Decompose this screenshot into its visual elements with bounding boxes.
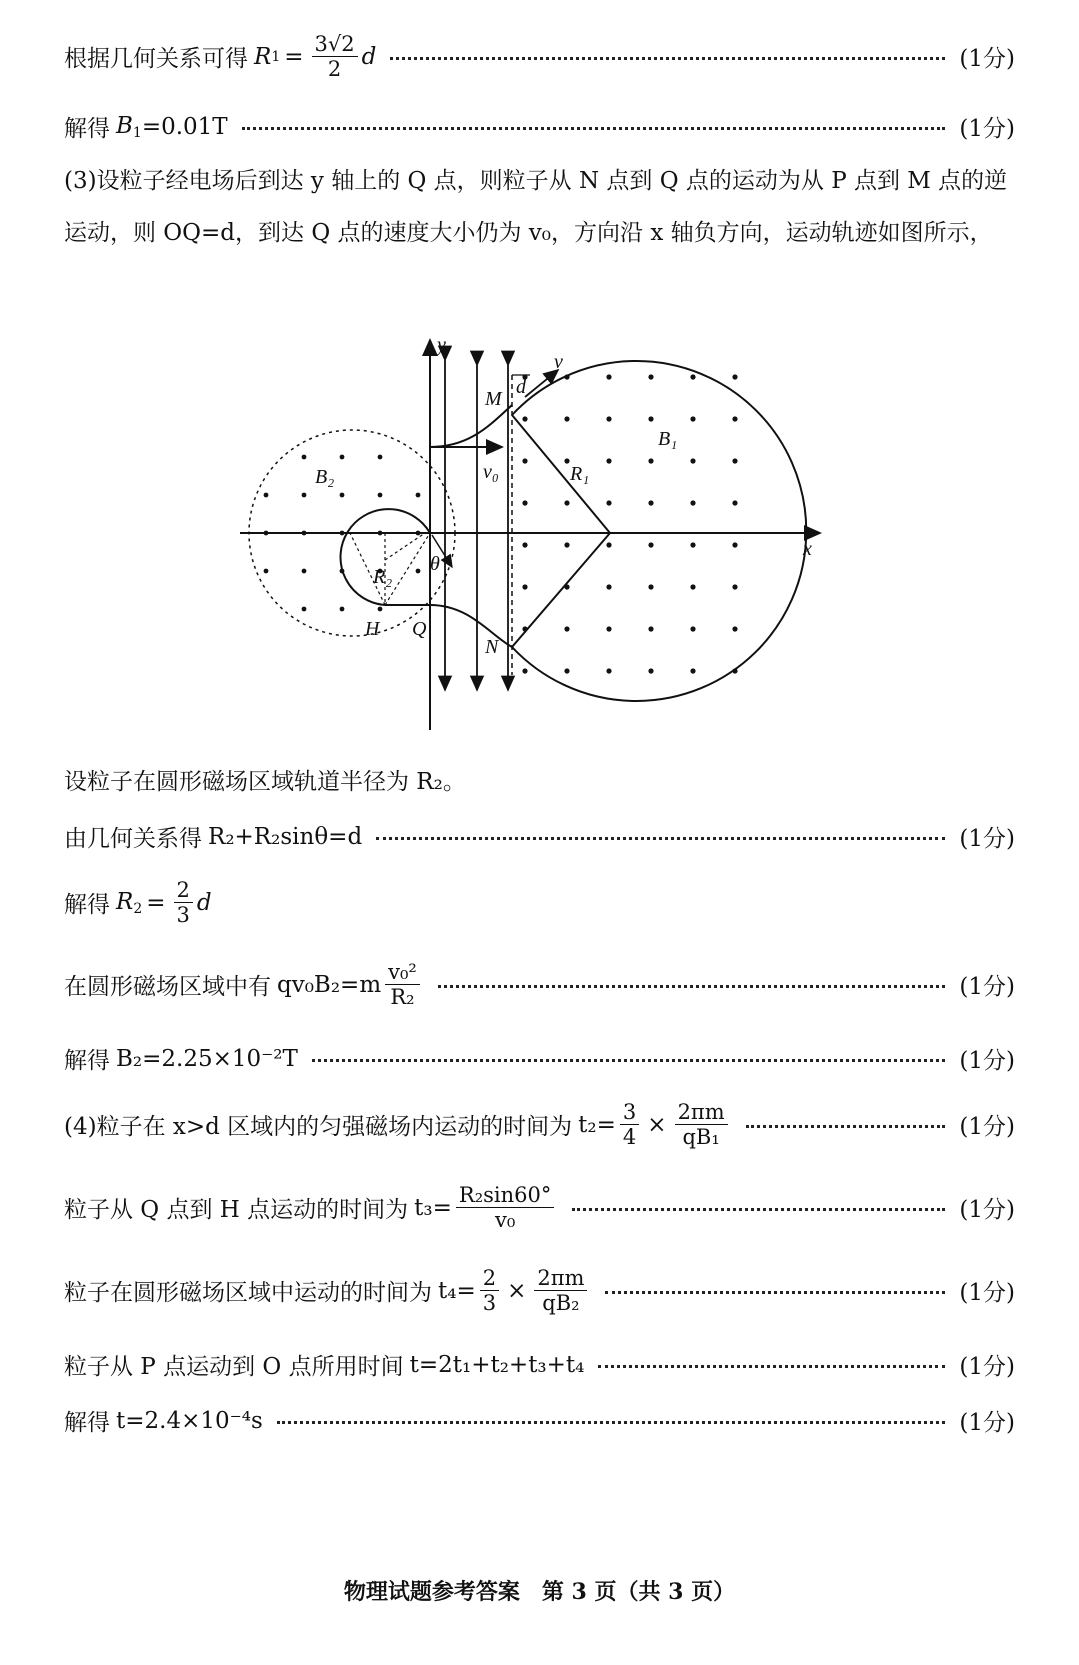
dot-leader — [390, 57, 945, 60]
field-dot — [606, 542, 611, 547]
field-dot — [416, 493, 421, 498]
field-dot — [606, 416, 611, 421]
label-b2: B₂ — [315, 466, 335, 488]
line-text: 解得 — [64, 892, 110, 918]
label-r1: R₁ — [570, 463, 590, 485]
fraction-numerator: 2πm — [675, 1100, 728, 1125]
result-value: B₂=2.25×10⁻²T — [116, 1045, 298, 1072]
field-dot — [732, 500, 737, 505]
field-dot — [690, 542, 695, 547]
line-text: 由几何关系得 — [64, 826, 202, 852]
field-dot — [302, 455, 307, 460]
dot-leader — [277, 1421, 946, 1424]
dot-grid-b1 — [522, 374, 737, 673]
answer-line-t3 — [64, 1183, 1015, 1232]
fraction-denominator: 2 — [327, 57, 342, 81]
field-dot — [648, 626, 653, 631]
field-dot — [648, 416, 653, 421]
field-dot — [522, 542, 527, 547]
fraction — [312, 32, 358, 81]
line-text: 粒子从 P 点运动到 O 点所用时间 — [64, 1354, 404, 1380]
field-dot — [732, 584, 737, 589]
field-dot — [378, 455, 383, 460]
field-dot — [302, 569, 307, 574]
result-value: t=2.4×10⁻⁴s — [116, 1407, 263, 1434]
field-dot — [648, 500, 653, 505]
label-x: x — [803, 538, 812, 560]
answer-line-b1: 解得 $B_1$ =0.01T (1分) — [64, 110, 1015, 143]
equation: R₂+R₂sinθ=d — [208, 823, 363, 850]
field-dot — [690, 626, 695, 631]
line-text: 粒子在圆形磁场区域中运动的时间为 — [64, 1280, 432, 1306]
field-dot — [522, 584, 527, 589]
field-dot — [522, 500, 527, 505]
b1-trajectory-arc — [512, 361, 806, 701]
equation: t=2t₁+t₂+t₃+t₄ — [409, 1351, 585, 1378]
field-dot — [264, 493, 269, 498]
line-text: (4)粒子在 x>d 区域内的匀强磁场内运动的时间为 — [64, 1114, 573, 1140]
fraction-numerator: R₂sin60° — [456, 1183, 554, 1208]
field-dot — [606, 500, 611, 505]
label-q: Q — [412, 618, 427, 640]
answer-line-result — [64, 1404, 1015, 1437]
label-theta: θ — [430, 553, 440, 575]
field-dot — [690, 374, 695, 379]
score-label: (1分) — [959, 116, 1015, 142]
field-dot — [648, 584, 653, 589]
fraction-denominator: v₀ — [495, 1208, 516, 1232]
score-label: (1分) — [959, 46, 1015, 72]
field-dot — [606, 584, 611, 589]
answer-line-r2: 解得 $R_2$ = $\frac{2}{3}$ d — [64, 878, 212, 927]
field-dot — [690, 668, 695, 673]
field-dot — [340, 607, 345, 612]
field-dot — [564, 458, 569, 463]
line-text: 粒子从 Q 点到 H 点运动的时间为 — [64, 1197, 409, 1223]
fraction-denominator: qB₂ — [542, 1291, 580, 1315]
fraction-denominator: qB₁ — [682, 1125, 720, 1149]
score-label: (1分) — [959, 1280, 1015, 1306]
score-label: (1分) — [959, 826, 1015, 852]
field-dot — [264, 569, 269, 574]
paragraph-r2-intro: 设粒子在圆形磁场区域轨道半径为 R₂。 — [64, 769, 466, 795]
field-dot — [606, 668, 611, 673]
dot-leader — [438, 985, 946, 988]
equation: t₂= — [578, 1111, 616, 1138]
field-dot — [302, 607, 307, 612]
field-dot — [690, 500, 695, 505]
field-dot — [732, 458, 737, 463]
label-m: M — [485, 388, 502, 410]
fraction-numerator: 2 — [174, 878, 193, 903]
fraction — [675, 1100, 728, 1149]
answer-line-force — [64, 960, 1015, 1009]
score-label: (1分) — [959, 1197, 1015, 1223]
trajectory-diagram — [240, 335, 840, 730]
fraction-denominator: R₂ — [390, 985, 415, 1009]
answer-line-total — [64, 1348, 1015, 1381]
score-label: (1分) — [959, 1354, 1015, 1380]
equation: t₄= — [438, 1277, 476, 1304]
label-b1: B₁ — [658, 428, 678, 450]
field-dot — [522, 458, 527, 463]
field-dot — [522, 416, 527, 421]
fraction-numerator: 2 — [480, 1266, 499, 1291]
field-dot — [690, 416, 695, 421]
fraction — [620, 1100, 639, 1149]
field-dot — [732, 542, 737, 547]
answer-line-b2 — [64, 1042, 1015, 1075]
label-d: d — [516, 376, 526, 398]
field-dot — [302, 493, 307, 498]
fraction — [385, 960, 420, 1009]
field-dot — [564, 500, 569, 505]
label-r2: R₂ — [373, 566, 393, 588]
field-dot — [732, 416, 737, 421]
dot-leader — [242, 127, 946, 130]
label-h: H — [365, 618, 380, 640]
field-dot — [606, 374, 611, 379]
fraction — [480, 1266, 499, 1315]
upper-field-curve — [430, 405, 512, 447]
label-v: v — [554, 351, 563, 373]
answer-line-geometry — [64, 820, 1015, 853]
label-v0: v₀ — [483, 461, 499, 483]
fraction-numerator: 3√2 — [312, 32, 358, 57]
field-dot — [690, 584, 695, 589]
equation: qv₀B₂=m — [277, 971, 382, 998]
fraction — [456, 1183, 554, 1232]
fraction — [534, 1266, 587, 1315]
fraction — [174, 878, 193, 927]
fraction-denominator: 3 — [482, 1291, 497, 1315]
field-dot — [648, 668, 653, 673]
answer-line-t2: (4)粒子在 x>d 区域内的匀强磁场内运动的时间为 t₂= $\frac{3}{4}$ × $\frac{2\pi m}{\text{qB₁}}$ (1分) — [64, 1100, 1015, 1149]
score-label: (1分) — [959, 1114, 1015, 1140]
fraction-denominator: 3 — [176, 903, 190, 927]
field-dot — [564, 626, 569, 631]
field-dot — [690, 458, 695, 463]
score-label: (1分) — [959, 1410, 1015, 1436]
page-footer: 物理试题参考答案 第 3 页（共 3 页） — [343, 1579, 736, 1605]
answer-line-r1: 根据几何关系可得 R 1 = $\frac{3√2}{2}$ d (1分) — [64, 32, 1015, 81]
field-dot — [564, 668, 569, 673]
dot-leader — [572, 1208, 945, 1211]
field-dot — [648, 542, 653, 547]
dot-leader — [376, 837, 945, 840]
radius-r1-lower — [512, 533, 610, 647]
field-dot — [340, 455, 345, 460]
field-dot — [606, 626, 611, 631]
dot-leader — [746, 1125, 946, 1128]
field-dot — [522, 668, 527, 673]
dot-leader — [598, 1365, 945, 1368]
line-text: 解得 — [64, 1048, 110, 1074]
field-dot — [564, 416, 569, 421]
field-dot — [340, 493, 345, 498]
score-label: (1分) — [959, 1048, 1015, 1074]
score-label: (1分) — [959, 974, 1015, 1000]
label-n: N — [485, 636, 499, 658]
line-text: 在圆形磁场区域中有 — [64, 974, 271, 1000]
field-dot — [378, 493, 383, 498]
field-dot — [378, 607, 383, 612]
label-y: y — [437, 335, 446, 356]
field-dot — [564, 542, 569, 547]
result-value: =0.01T — [141, 113, 228, 140]
dot-leader — [605, 1291, 945, 1294]
field-dot — [732, 374, 737, 379]
radius-r1-upper — [512, 415, 610, 533]
fraction-numerator: 2πm — [534, 1266, 587, 1291]
field-dot — [648, 458, 653, 463]
line-text: 解得 — [64, 116, 110, 142]
field-dot — [606, 458, 611, 463]
field-dot — [732, 626, 737, 631]
field-dot — [648, 374, 653, 379]
field-dot — [416, 569, 421, 574]
fraction-numerator: v₀² — [385, 960, 420, 985]
paragraph-part3: (3)设粒子经电场后到达 y 轴上的 Q 点，则粒子从 N 点到 Q 点的运动为从 P 点到 M 点的逆运动，则 OQ=d，到达 Q 点的速度大小仍为 v₀，方向沿 x 轴负方向，运动轨迹如图所示， — [64, 168, 1008, 246]
dot-leader — [312, 1059, 946, 1062]
fraction-denominator: 4 — [622, 1125, 637, 1149]
line-text: 解得 — [64, 1410, 110, 1436]
fraction-numerator: 3 — [620, 1100, 639, 1125]
line-text: 根据几何关系可得 — [64, 46, 248, 72]
equation: t₃= — [414, 1194, 452, 1221]
answer-line-t4: 粒子在圆形磁场区域中运动的时间为 t₄= $\frac{2}{3}$ × $\frac{2\pi m}{\text{qB₂}}$ (1分) — [64, 1266, 1015, 1315]
